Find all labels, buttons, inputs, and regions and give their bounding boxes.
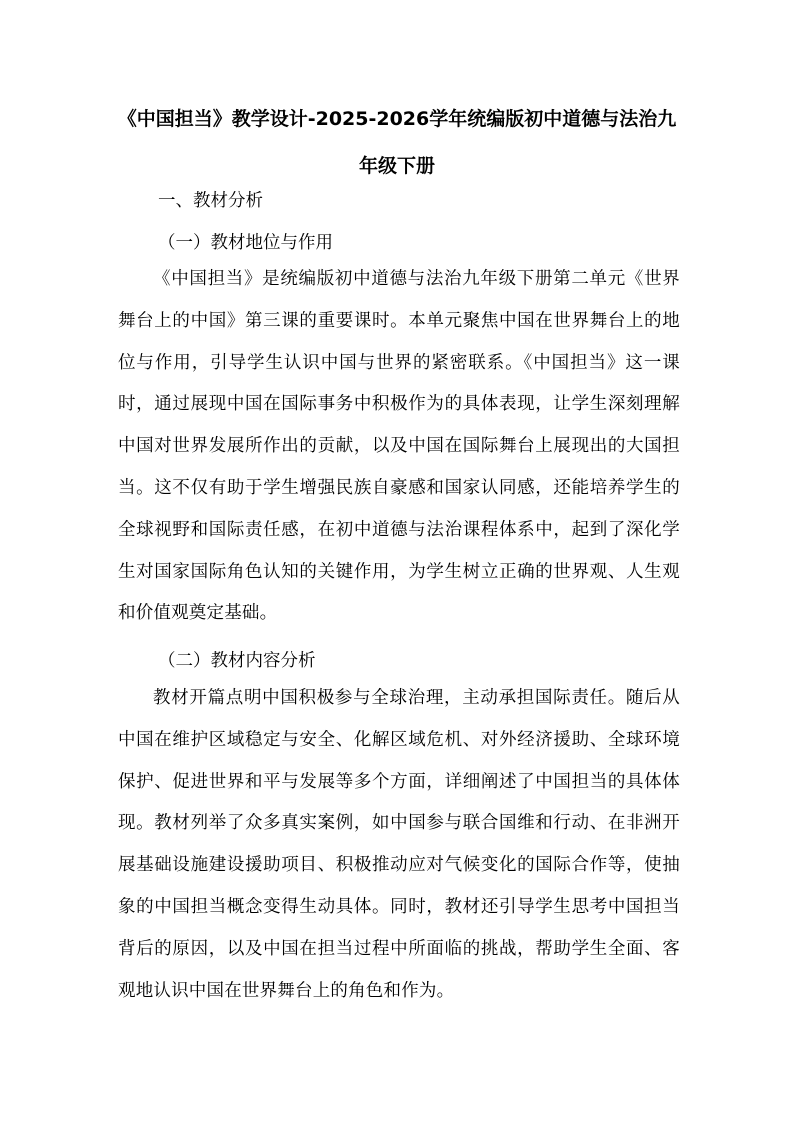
paragraph-content-analysis: 教材开篇点明中国积极参与全球治理，主动承担国际责任。随后从中国在维护区域稳定与安全、化解区域危机、对外经济援助、全球环境保护、促进世界和平与发展等多个方面，详细阐述了中国担当的具体体现。教材列举了众多真实案例，如中国参与联合国维和行动、在非洲开展基础设施建设援助项目、积极推动应对气候变化的国际合作等，使抽象的中国担当概念变得生动具体。同时，教材还引导学生思考中国担当背后的原因，以及中国在担当过程中所面临的挑战，帮助学生全面、客观地认识中国在世界舞台上的角色和作为。 bbox=[118, 688, 680, 1001]
subsection-heading-position-role: （一）教材地位与作用 bbox=[158, 233, 333, 253]
subsection-heading-content-analysis: （二）教材内容分析 bbox=[158, 651, 316, 671]
document-title: 《中国担当》教学设计-2025-2026学年统编版初中道德与法治九年级下册 bbox=[117, 108, 677, 177]
paragraph-position-role: 《中国担当》是统编版初中道德与法治九年级下册第二单元《世界舞台上的中国》第三课的重要课时。本单元聚焦中国在世界舞台上的地位与作用，引导学生认识中国与世界的紧密联系。《中国担当》这一课时，通过展现中国在国际事务中积极作为的具体表现，让学生深刻理解中国对世界发展所作出的贡献，以及中国在国际舞台上展现出的大国担当。这不仅有助于学生增强民族自豪感和国家认同感，还能培养学生的全球视野和国际责任感，在初中道德与法治课程体系中，起到了深化学生对国家国际角色认知的关键作用，为学生树立正确的世界观、人生观和价值观奠定基础。 bbox=[118, 269, 680, 624]
section-heading-textbook-analysis: 一、教材分析 bbox=[158, 191, 263, 211]
